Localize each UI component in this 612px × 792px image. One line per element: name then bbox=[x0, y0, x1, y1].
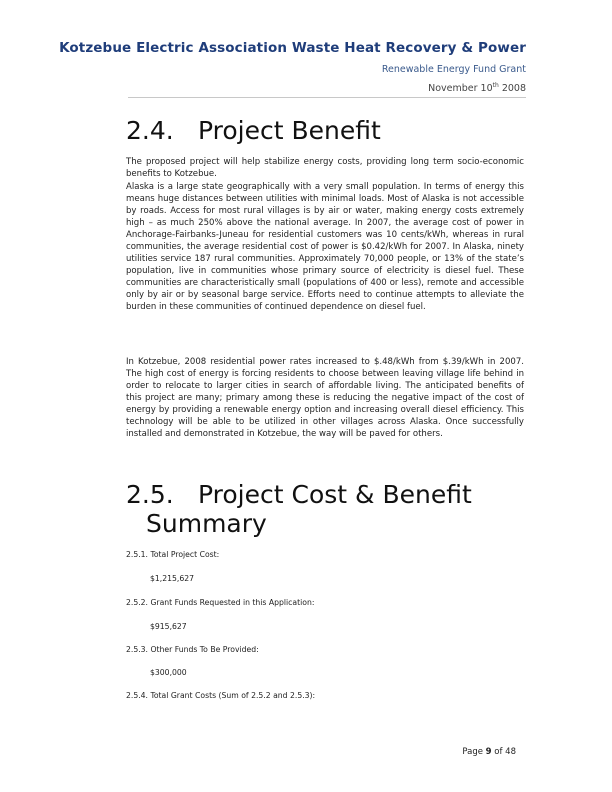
total-project-cost-value: $1,215,627 bbox=[150, 574, 195, 583]
section-heading-cost-benefit-summary bbox=[126, 480, 472, 538]
other-funds-value: $300,000 bbox=[150, 668, 187, 677]
page-suffix: of 48 bbox=[491, 747, 516, 757]
date-day: November 10 bbox=[428, 83, 493, 94]
header-subtitle: Renewable Energy Fund Grant bbox=[381, 64, 526, 75]
date-suffix: th bbox=[492, 82, 499, 89]
page-prefix: Page bbox=[462, 747, 486, 757]
grant-funds-requested-label: 2.5.2. Grant Funds Requested in this Application: bbox=[126, 598, 315, 607]
benefit-paragraph-3: In Kotzebue, 2008 residential power rates increased to $.48/kWh from $.39/kWh in 2007. The high cost of energy is forcing residents to choose between leaving village life behind in order to relocate to larger cities in search of affordable living. The anticipated benefits of this project are many; primary among these is reducing the negative impact of the cost of energy by providing a renewable energy option and increasing overall diesel efficiency. This technology will be able to be utilized in other villages across Alaska. Once successfully installed and demonstrated in Kotzebue, the way will be paved for others. bbox=[126, 357, 524, 440]
section-heading-project-benefit bbox=[126, 116, 381, 145]
section-title-line2: Summary bbox=[146, 509, 267, 538]
header-date bbox=[428, 82, 526, 94]
other-funds-label: 2.5.3. Other Funds To Be Provided: bbox=[126, 645, 259, 654]
date-year: 2008 bbox=[498, 83, 526, 94]
grant-funds-requested-value: $915,627 bbox=[150, 622, 187, 631]
section-title: Project Benefit bbox=[198, 116, 381, 145]
section-number: 2.4. bbox=[126, 116, 174, 145]
total-grant-costs-label: 2.5.4. Total Grant Costs (Sum of 2.5.2 and 2.5.3): bbox=[126, 691, 316, 700]
section-number: 2.5. bbox=[126, 480, 174, 509]
benefit-paragraph-1: The proposed project will help stabilize energy costs, providing long term socio-economic benefits to Kotzebue. bbox=[126, 157, 524, 180]
header-divider bbox=[128, 97, 526, 98]
section-title-line1: Project Cost & Benefit bbox=[198, 480, 472, 509]
benefit-paragraph-2: Alaska is a large state geographically with a very small population. In terms of energy this means huge distances between utilities with minimal loads. Most of Alaska is not accessible by roads. Access for most rural villages is by air or water, making energy costs extremely high – as much 250% above the national average. In 2007, the average cost of power in Anchorage-Fairbanks-Juneau for residential customers was 10 cents/kWh, whereas in rural communities, the average residential cost of power is $0.42/kWh for 2007. In Alaska, ninety utilities service 187 rural communities. Approximately 70,000 people, or 13% of the state’s population, live in communities whose primary source of electricity is diesel fuel. These communities are characteristically small (populations of 400 or less), remote and accessible only by air or by seasonal barge service. Efforts need to continue attempts to alleviate the burden in these communities of continued dependence on diesel fuel. bbox=[126, 182, 524, 313]
header-title: Kotzebue Electric Association Waste Heat Recovery & Power bbox=[59, 40, 526, 56]
total-project-cost-label: 2.5.1. Total Project Cost: bbox=[126, 550, 220, 559]
page-footer bbox=[462, 747, 516, 757]
page-number: 9 bbox=[485, 747, 492, 757]
